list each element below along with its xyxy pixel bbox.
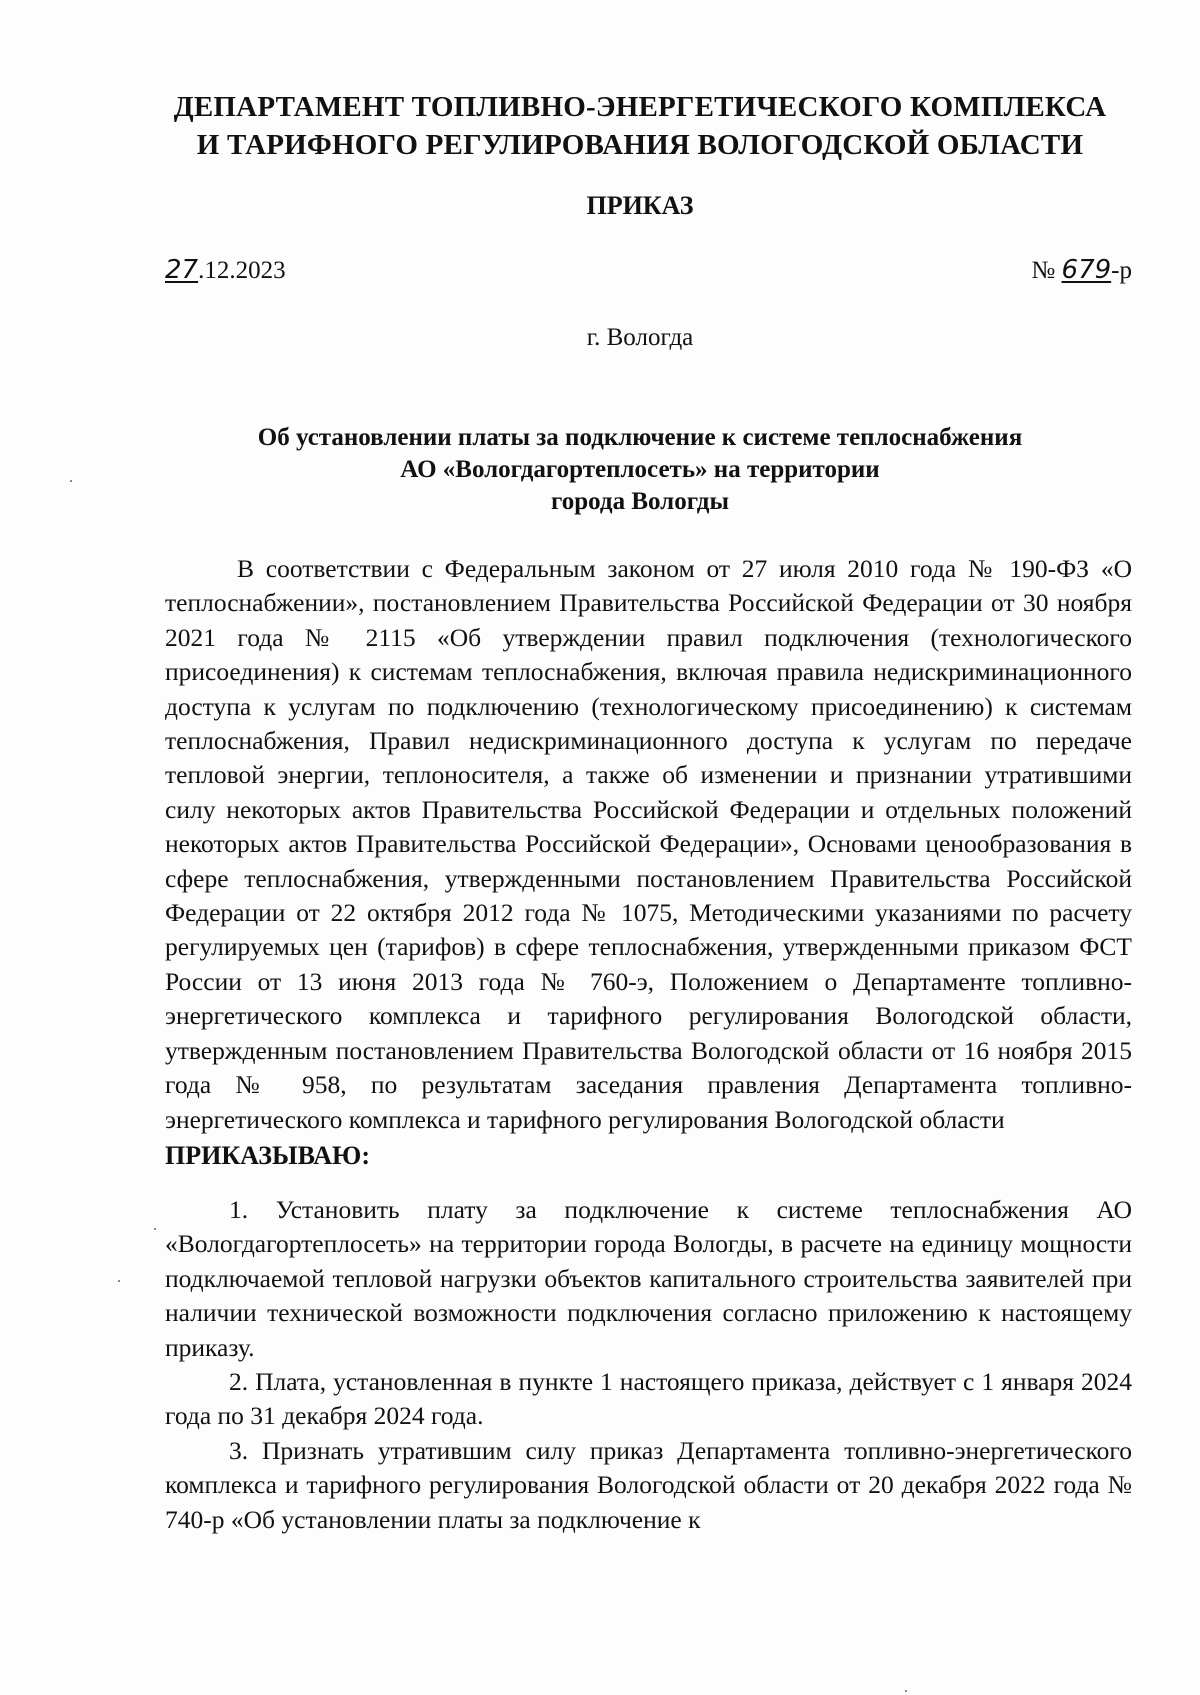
subject-line-2: АО «Вологдагортеплосеть» на территории [400, 456, 880, 483]
order-body [165, 552, 1132, 1537]
department-name [150, 88, 1130, 164]
subject-line-3: города Вологды [551, 488, 729, 515]
number-sign: № [1031, 257, 1056, 284]
subject-line-1: Об установлении платы за подключение к системе теплоснабжения [257, 424, 1023, 451]
order-subject [150, 422, 1130, 518]
department-line-1: ДЕПАРТАМЕНТ ТОПЛИВНО-ЭНЕРГЕТИЧЕСКОГО КОМПЛЕКСА [173, 91, 1107, 123]
scan-speck [70, 480, 72, 482]
order-date [165, 254, 286, 287]
date-month-year: .12.2023 [198, 257, 286, 284]
handwritten-number: 679 [1061, 255, 1112, 285]
order-item-1: 1. Установить плату за подключение к системе теплоснабжения АО «Вологдагортеплосеть» на территории города Вологды, в расчете на единицу мощности подключаемой тепловой нагрузки объектов капитального строительства заявителей при наличии технической возможности подключения согласно приложению к настоящему приказу. [165, 1194, 1132, 1362]
preamble-paragraph: В соответствии с Федеральным законом от 27 июля 2010 года № 190-ФЗ «О теплоснабжении», постановлением Правительства Российской Федерации от 30 ноября 2021 года № 2115 «Об утверждении правил подключения (технологического присоединения) к системам теплоснабжения, включая правила недискриминационного доступа к услугам по подключению (технологическому присоединению) к системам теплоснабжения, Правил недискриминационного доступа к услугам по передаче тепловой энергии, теплоносителя, а также об изменении и признании утратившими силу некоторых актов Правительства Российской Федерации и отдельных положений некоторых актов Правительства Российской Федерации», Основами ценообразования в сфере теплоснабжения, утвержденными постановлением Правительства Российской Федерации от 22 октября 2012 года № 1075, Методическими указаниями по расчету регулируемых цен (тарифов) в сфере теплоснабжения, утвержденными приказом ФСТ России от 13 июня 2013 года № 760-э, Положением о Департаменте топливно-энергетического комплекса и тарифного регулирования Вологодской области, утвержденным постановлением Правительства Вологодской области от 16 ноября 2015 года № 958, по результатам заседания правления Департамента топливно-энергетического комплекса и тарифного регулирования Вологодской области [165, 554, 1132, 1134]
department-line-2: И ТАРИФНОГО РЕГУЛИРОВАНИЯ ВОЛОГОДСКОЙ ОБЛАСТИ [196, 129, 1084, 161]
decree-word: ПРИКАЗЫВАЮ: [165, 1140, 370, 1170]
order-item-3: 3. Признать утратившим силу приказ Департамента топливно-энергетического комплекса и тарифного регулирования Вологодской области от 20 декабря 2022 года № 740-р «Об установлении платы за подключение к [165, 1435, 1132, 1534]
city-name: г. Вологда [586, 324, 694, 351]
order-item-2: 2. Плата, установленная в пункте 1 настоящего приказа, действует с 1 января 2024 года по 31 декабря 2024 года. [165, 1366, 1132, 1431]
handwritten-day: 27 [165, 255, 199, 285]
order-title: ПРИКАЗ [586, 191, 694, 220]
order-number [1031, 254, 1132, 287]
scan-speck [905, 1690, 907, 1692]
scan-speck [154, 1228, 156, 1230]
scan-speck [118, 1280, 120, 1282]
number-suffix: -р [1111, 257, 1132, 284]
